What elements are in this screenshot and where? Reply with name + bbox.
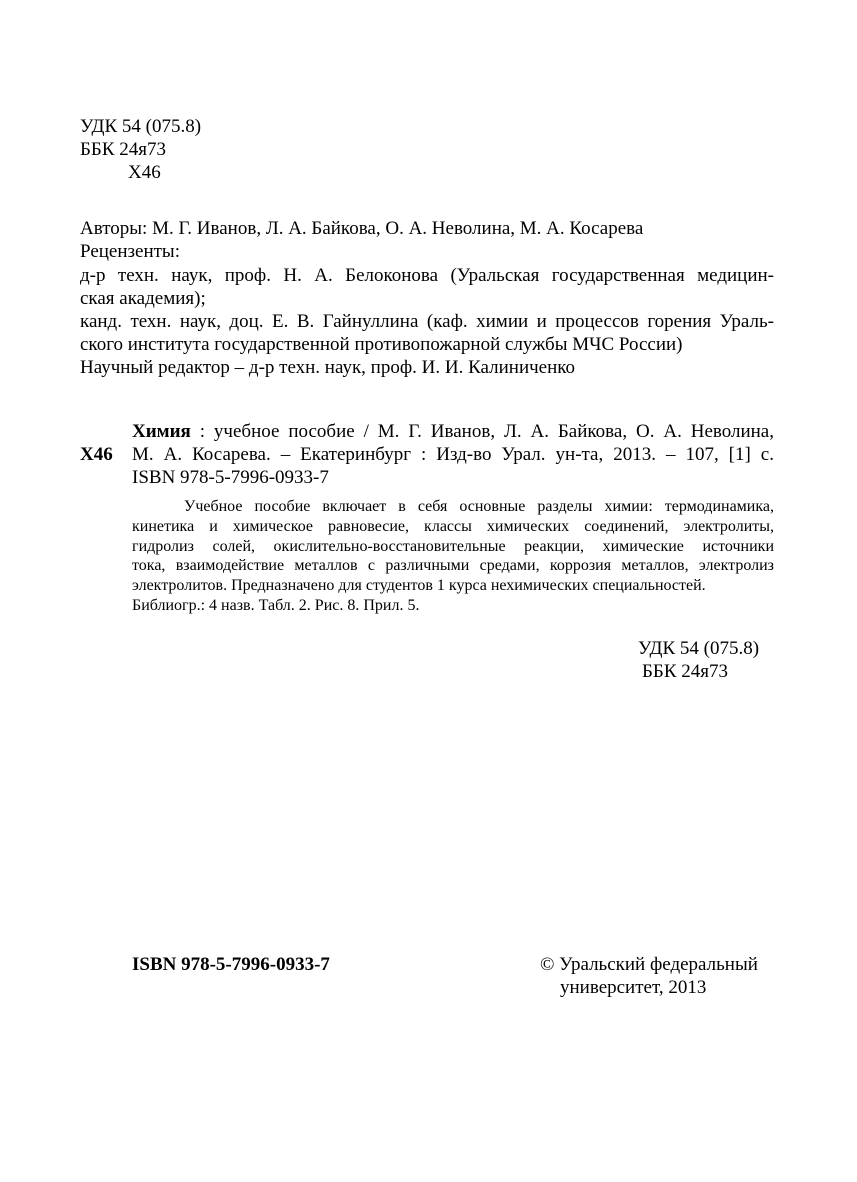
catalog-line-1 xyxy=(132,420,774,443)
isbn-footer: ISBN 978-5-7996-0933-7 xyxy=(132,954,330,975)
reviewer-1-line-2: ская академия); xyxy=(80,288,206,309)
book-title: Химия xyxy=(132,421,191,442)
catalog-line-1-text: : учебное пособие / М. Г. Иванов, Л. А. Байкова, О. А. Неволина, xyxy=(190,421,774,442)
copyright-line-1: © Уральский федеральный xyxy=(540,954,758,975)
reviewer-2-line-1: канд. техн. наук, доц. Е. В. Гайнуллина (каф. химии и процессов горения Ураль- xyxy=(80,311,774,332)
reviewer-1-line-1: д-р техн. наук, проф. Н. А. Белоконова (Уральская государственная медицин- xyxy=(80,265,774,286)
annotation-line-1: Учебное пособие включает в себя основные разделы химии: термодинамика, xyxy=(184,498,774,515)
annotation-line-5: электролитов. Предназначено для студентов 1 курса нехимических специальностей. xyxy=(132,577,706,594)
scientific-editor: Научный редактор – д-р техн. наук, проф. И. И. Калиниченко xyxy=(80,357,576,378)
catalog-isbn: ISBN 978-5-7996-0933-7 xyxy=(132,467,329,488)
annotation-line-3: гидролиз солей, окислительно-восстановительные реакции, химические источники xyxy=(132,538,774,555)
annotation-line-6: Библиогр.: 4 назв. Табл. 2. Рис. 8. Прил. 5. xyxy=(132,597,420,614)
udk-code: УДК 54 (075.8) xyxy=(80,116,202,137)
copyright-line-2: университет, 2013 xyxy=(560,977,707,998)
annotation-line-4: тока, взаимодействие металлов с различными средами, коррозия металлов, электролиз xyxy=(132,557,774,574)
udk-code-bottom: УДК 54 (075.8) xyxy=(638,638,760,659)
authors-line: Авторы: М. Г. Иванов, Л. А. Байкова, О. А. Неволина, М. А. Косарева xyxy=(80,218,644,239)
annotation-line-2: кинетика и химическое равновесие, классы химических соединений, электролиты, xyxy=(132,518,774,535)
bbk-code-bottom: ББК 24я73 xyxy=(642,661,728,682)
author-mark: Х46 xyxy=(128,162,161,183)
reviewer-2-line-2: ского института государственной противопожарной службы МЧС России) xyxy=(80,334,683,355)
catalog-line-2: М. А. Косарева. – Екатеринбург : Изд-во Урал. ун-та, 2013. – 107, [1] с. xyxy=(132,444,774,465)
bbk-code: ББК 24я73 xyxy=(80,139,166,160)
catalog-author-mark: Х46 xyxy=(80,444,113,465)
reviewers-heading: Рецензенты: xyxy=(80,241,180,262)
